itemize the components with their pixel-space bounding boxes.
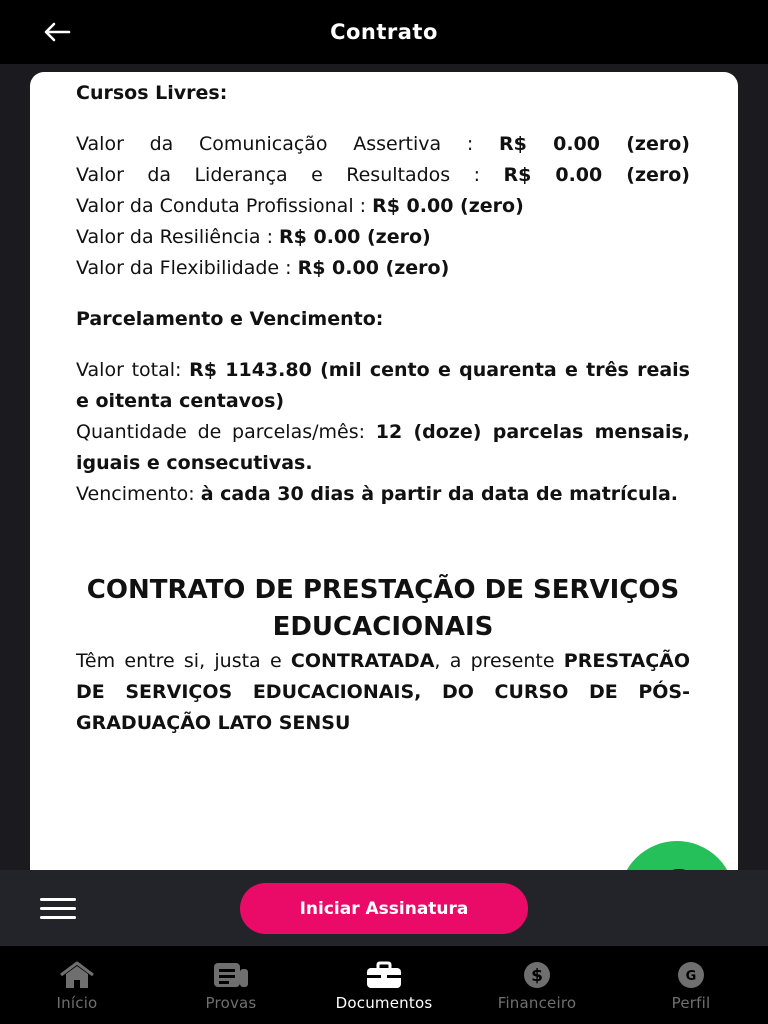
tab-inicio[interactable]: [0, 946, 154, 1024]
page-title: Contrato: [330, 20, 438, 44]
top-app-bar: [0, 0, 768, 64]
tab-perfil[interactable]: [614, 946, 768, 1024]
total-value: R$ 1143.80 (mil cento e quarenta e três reais e oitenta centavos): [76, 359, 690, 412]
payment-due: [76, 479, 690, 510]
intro-text: Têm entre si, justa e: [76, 650, 291, 672]
course-item: [76, 253, 690, 284]
tab-label: Provas: [205, 994, 257, 1012]
home-icon: [58, 961, 96, 989]
svg-text:$: $: [531, 966, 543, 986]
course-item-label: Valor da Resiliência :: [76, 226, 280, 248]
course-item-label: Valor da Comunicação Assertiva :: [76, 133, 499, 155]
course-item-value: R$ 0.00 (zero): [372, 195, 524, 217]
payment-installments: [76, 417, 690, 479]
tab-label: Documentos: [335, 994, 433, 1012]
tab-label: Início: [56, 994, 98, 1012]
profile-initial: G: [685, 969, 697, 984]
course-item: [76, 160, 690, 191]
section-title-courses: Cursos Livres:: [76, 82, 228, 104]
hamburger-menu-icon[interactable]: [38, 894, 78, 922]
course-item-value: R$ 0.00 (zero): [297, 257, 450, 279]
due-value: à cada 30 dias à partir da data de matrícula.: [200, 483, 679, 505]
bottom-navigation: [0, 946, 768, 1024]
tab-financeiro[interactable]: [460, 946, 614, 1024]
course-item-value: R$ 0.00 (zero): [503, 164, 690, 186]
course-item-value: R$ 0.00 (zero): [498, 133, 690, 155]
profile-icon: [672, 961, 710, 989]
exam-icon: [212, 961, 250, 989]
tab-label: Perfil: [671, 994, 711, 1012]
installments-value: 12 (doze) parcelas mensais, iguais e consecutivas.: [76, 421, 690, 474]
course-item: [76, 129, 690, 160]
start-signature-button[interactable]: Iniciar Assinatura: [240, 883, 528, 934]
intro-bold: CONTRATADA: [290, 650, 435, 672]
contract-intro: [76, 646, 690, 739]
course-item-label: Valor da Conduta Profissional :: [76, 195, 373, 217]
intro-text: , a presente: [434, 650, 564, 672]
section-title-payment: Parcelamento e Vencimento:: [76, 308, 384, 330]
installments-label: Quantidade de parcelas/mês:: [76, 421, 376, 443]
arrow-left-icon: [43, 22, 71, 42]
course-item: [76, 222, 690, 253]
tab-documentos[interactable]: [307, 946, 461, 1024]
intro-bold: PRESTAÇÃO DE SERVIÇOS EDUCACIONAIS, DO CURSO DE PÓS-GRADUAÇÃO LATO SENSU: [76, 650, 690, 734]
briefcase-icon: [365, 961, 403, 989]
contract-heading: CONTRATO DE PRESTAÇÃO DE SERVIÇOS EDUCACIONAIS: [86, 575, 680, 642]
tab-label: Financeiro: [497, 994, 577, 1012]
back-button[interactable]: [40, 18, 74, 46]
course-item: [76, 191, 690, 222]
payment-total: [76, 355, 690, 417]
total-label: Valor total:: [76, 359, 190, 381]
course-item-label: Valor da Liderança e Resultados :: [76, 164, 504, 186]
action-bar: [0, 870, 768, 946]
contract-content: [76, 78, 690, 739]
due-label: Vencimento:: [76, 483, 201, 505]
tab-provas[interactable]: [154, 946, 308, 1024]
course-item-label: Valor da Flexibilidade :: [76, 257, 298, 279]
dollar-icon: [518, 961, 556, 989]
course-item-value: R$ 0.00 (zero): [279, 226, 431, 248]
contract-document[interactable]: [30, 72, 738, 912]
